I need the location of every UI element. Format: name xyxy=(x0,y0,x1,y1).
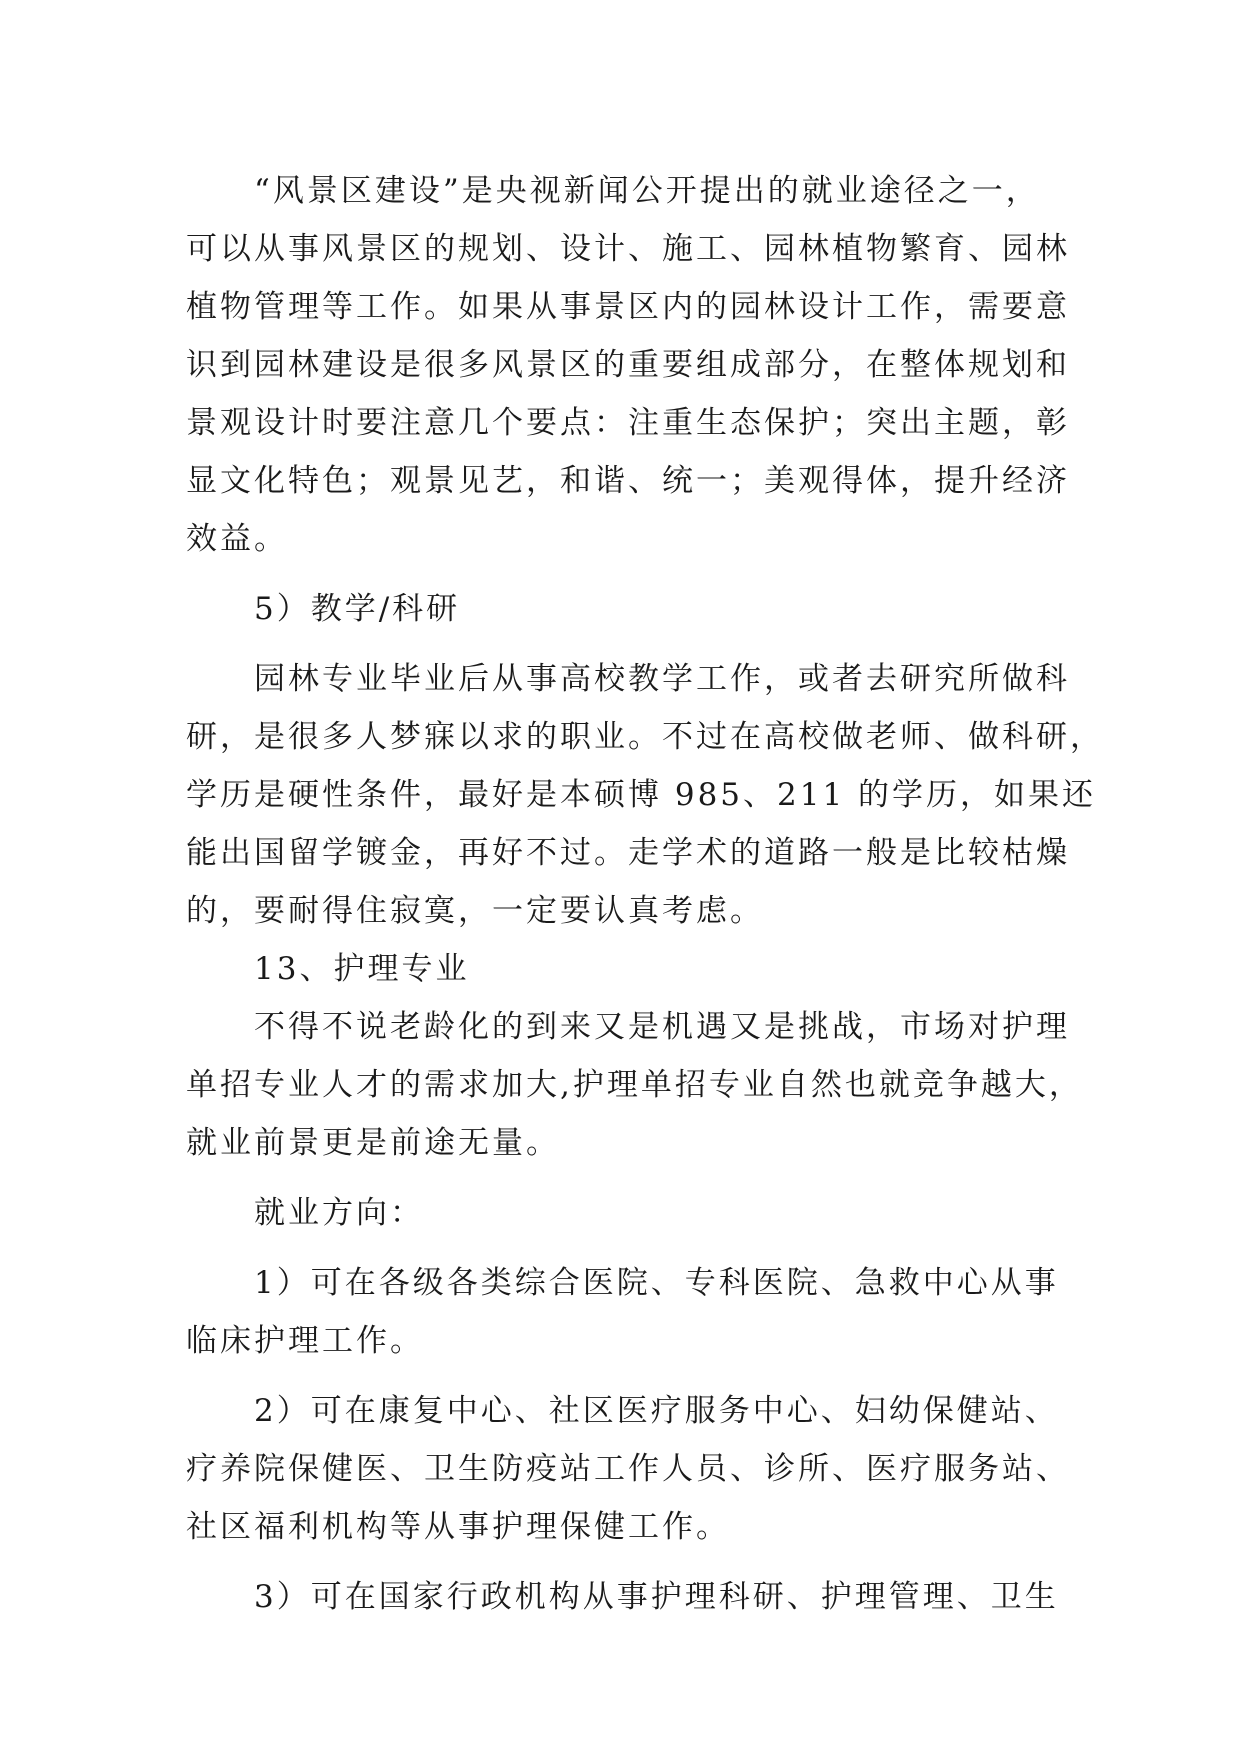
paragraph-line: 就业前景更是前途无量。 xyxy=(186,1125,560,1161)
list-item-line: 2）可在康复中心、社区医疗服务中心、妇幼保健站、 xyxy=(186,1393,1059,1429)
list-item-line: 社区福利机构等从事护理保健工作。 xyxy=(186,1509,730,1545)
paragraph-line: 学历是硬性条件，最好是本硕博 985、211 的学历，如果还 xyxy=(186,777,1097,813)
paragraph-line: 识到园林建设是很多风景区的重要组成部分，在整体规划和 xyxy=(186,347,1070,383)
list-item-line: 临床护理工作。 xyxy=(186,1323,424,1359)
paragraph-line: 园林专业毕业后从事高校教学工作，或者去研究所做科 xyxy=(186,661,1070,697)
paragraph-line: 的，要耐得住寂寞，一定要认真考虑。 xyxy=(186,893,764,929)
section-heading: 13、护理专业 xyxy=(186,951,470,987)
paragraph-line: 不得不说老龄化的到来又是机遇又是挑战，市场对护理 xyxy=(186,1009,1070,1045)
paragraph-line: 能出国留学镀金，再好不过。走学术的道路一般是比较枯燥 xyxy=(186,835,1070,871)
list-item-line: 3）可在国家行政机构从事护理科研、护理管理、卫生 xyxy=(186,1579,1059,1615)
list-item-line: 1）可在各级各类综合医院、专科医院、急救中心从事 xyxy=(186,1265,1059,1301)
paragraph-line: “风景区建设”是央视新闻公开提出的就业途径之一， xyxy=(186,173,1040,209)
paragraph-line: 研，是很多人梦寐以求的职业。不过在高校做老师、做科研， xyxy=(186,719,1104,755)
section-heading: 就业方向： xyxy=(186,1195,424,1231)
list-item-line: 疗养院保健医、卫生防疫站工作人员、诊所、医疗服务站、 xyxy=(186,1451,1070,1487)
document-body xyxy=(186,162,1104,1626)
paragraph-line: 显文化特色；观景见艺，和谐、统一；美观得体，提升经济 xyxy=(186,463,1070,499)
paragraph-line: 单招专业人才的需求加大,护理单招专业自然也就竞争越大， xyxy=(186,1067,1083,1103)
paragraph-line: 效益。 xyxy=(186,521,288,557)
paragraph-line: 可以从事风景区的规划、设计、施工、园林植物繁育、园林 xyxy=(186,231,1070,267)
paragraph-line: 植物管理等工作。如果从事景区内的园林设计工作，需要意 xyxy=(186,289,1070,325)
paragraph-line: 景观设计时要注意几个要点：注重生态保护；突出主题，彰 xyxy=(186,405,1070,441)
section-heading: 5）教学/科研 xyxy=(186,591,461,627)
